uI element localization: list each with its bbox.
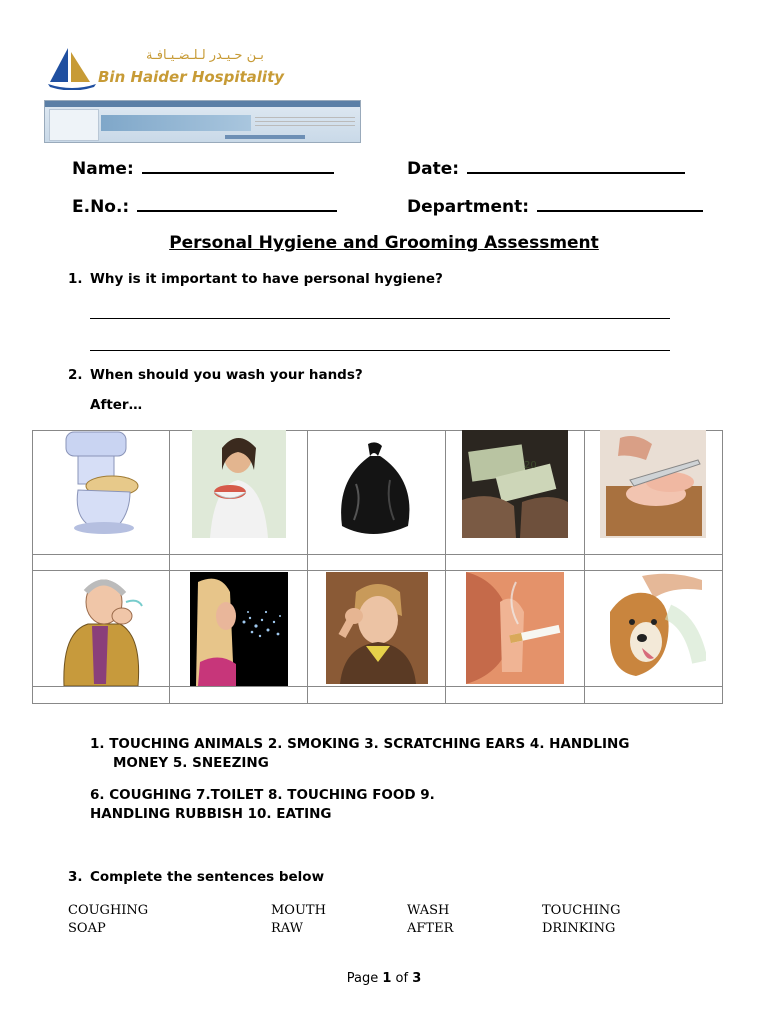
sneezing-woman-icon — [190, 572, 288, 686]
eno-field — [72, 196, 337, 217]
logo-arabic-text: بـن حـيـدر لـلـضـيـافـة — [146, 48, 264, 63]
toilet-icon — [60, 430, 140, 538]
after-label: After… — [90, 397, 143, 413]
options-line-2: MONEY 5. SNEEZING — [113, 755, 269, 771]
word-bank-word: DRINKING — [542, 921, 616, 936]
eno-blank[interactable] — [137, 196, 337, 212]
word-bank-word: RAW — [271, 921, 304, 936]
logo-english-text: Bin Haider Hospitality — [98, 68, 285, 86]
assessment-title: Personal Hygiene and Grooming Assessment — [169, 233, 599, 253]
of-word: of — [395, 971, 409, 986]
company-logo — [46, 46, 296, 92]
scratching-ear-icon — [326, 572, 428, 684]
options-line-3: 6. COUGHING 7.TOILET 8. TOUCHING FOOD 9. — [90, 787, 435, 803]
question-text: When should you wash your hands? — [90, 367, 363, 383]
question-3 — [68, 869, 324, 885]
options-line-1: 1. TOUCHING ANIMALS 2. SMOKING 3. SCRATCHING EARS 4. HANDLING — [90, 736, 630, 752]
word-bank-word: WASH — [407, 903, 450, 918]
cutting-chicken-icon — [600, 430, 706, 538]
answer-line-2[interactable] — [90, 350, 670, 351]
name-field — [72, 158, 334, 179]
hand-washing-image-table — [32, 430, 723, 704]
options-line-4: HANDLING RUBBISH 10. EATING — [90, 806, 332, 822]
page-word: Page — [346, 971, 379, 986]
website-screenshot-thumbnail — [44, 100, 361, 143]
word-bank-word: SOAP — [68, 921, 106, 936]
department-field — [407, 196, 703, 217]
eno-label: E.No.: — [72, 197, 130, 217]
question-2 — [68, 367, 363, 383]
date-blank[interactable] — [467, 158, 685, 174]
date-field — [407, 158, 685, 179]
question-number: 2. — [68, 367, 83, 383]
petting-dog-icon — [602, 572, 706, 680]
coughing-man-icon — [58, 572, 144, 686]
word-bank-word: COUGHING — [68, 903, 149, 918]
question-1 — [68, 271, 443, 287]
word-bank-word: AFTER — [407, 921, 454, 936]
department-blank[interactable] — [537, 196, 703, 212]
page-total: 3 — [412, 971, 422, 986]
page-current: 1 — [382, 971, 392, 986]
word-bank-word: MOUTH — [271, 903, 326, 918]
name-label: Name: — [72, 159, 134, 179]
woman-eating-icon — [192, 430, 286, 538]
date-label: Date: — [407, 159, 460, 179]
question-number: 1. — [68, 271, 83, 287]
money-hands-icon — [462, 430, 568, 538]
question-text: Why is it important to have personal hygiene? — [90, 271, 443, 287]
rubbish-bag-icon — [332, 440, 418, 540]
question-text: Complete the sentences below — [90, 869, 325, 885]
name-blank[interactable] — [142, 158, 334, 174]
answer-line-1[interactable] — [90, 318, 670, 319]
word-bank-word: TOUCHING — [542, 903, 621, 918]
department-label: Department: — [407, 197, 530, 217]
smoking-cigarette-icon — [466, 572, 564, 684]
sailboat-logo-icon — [46, 46, 98, 90]
page-number-footer — [0, 971, 768, 986]
svg-text:20: 20 — [524, 460, 537, 471]
question-number: 3. — [68, 869, 83, 885]
